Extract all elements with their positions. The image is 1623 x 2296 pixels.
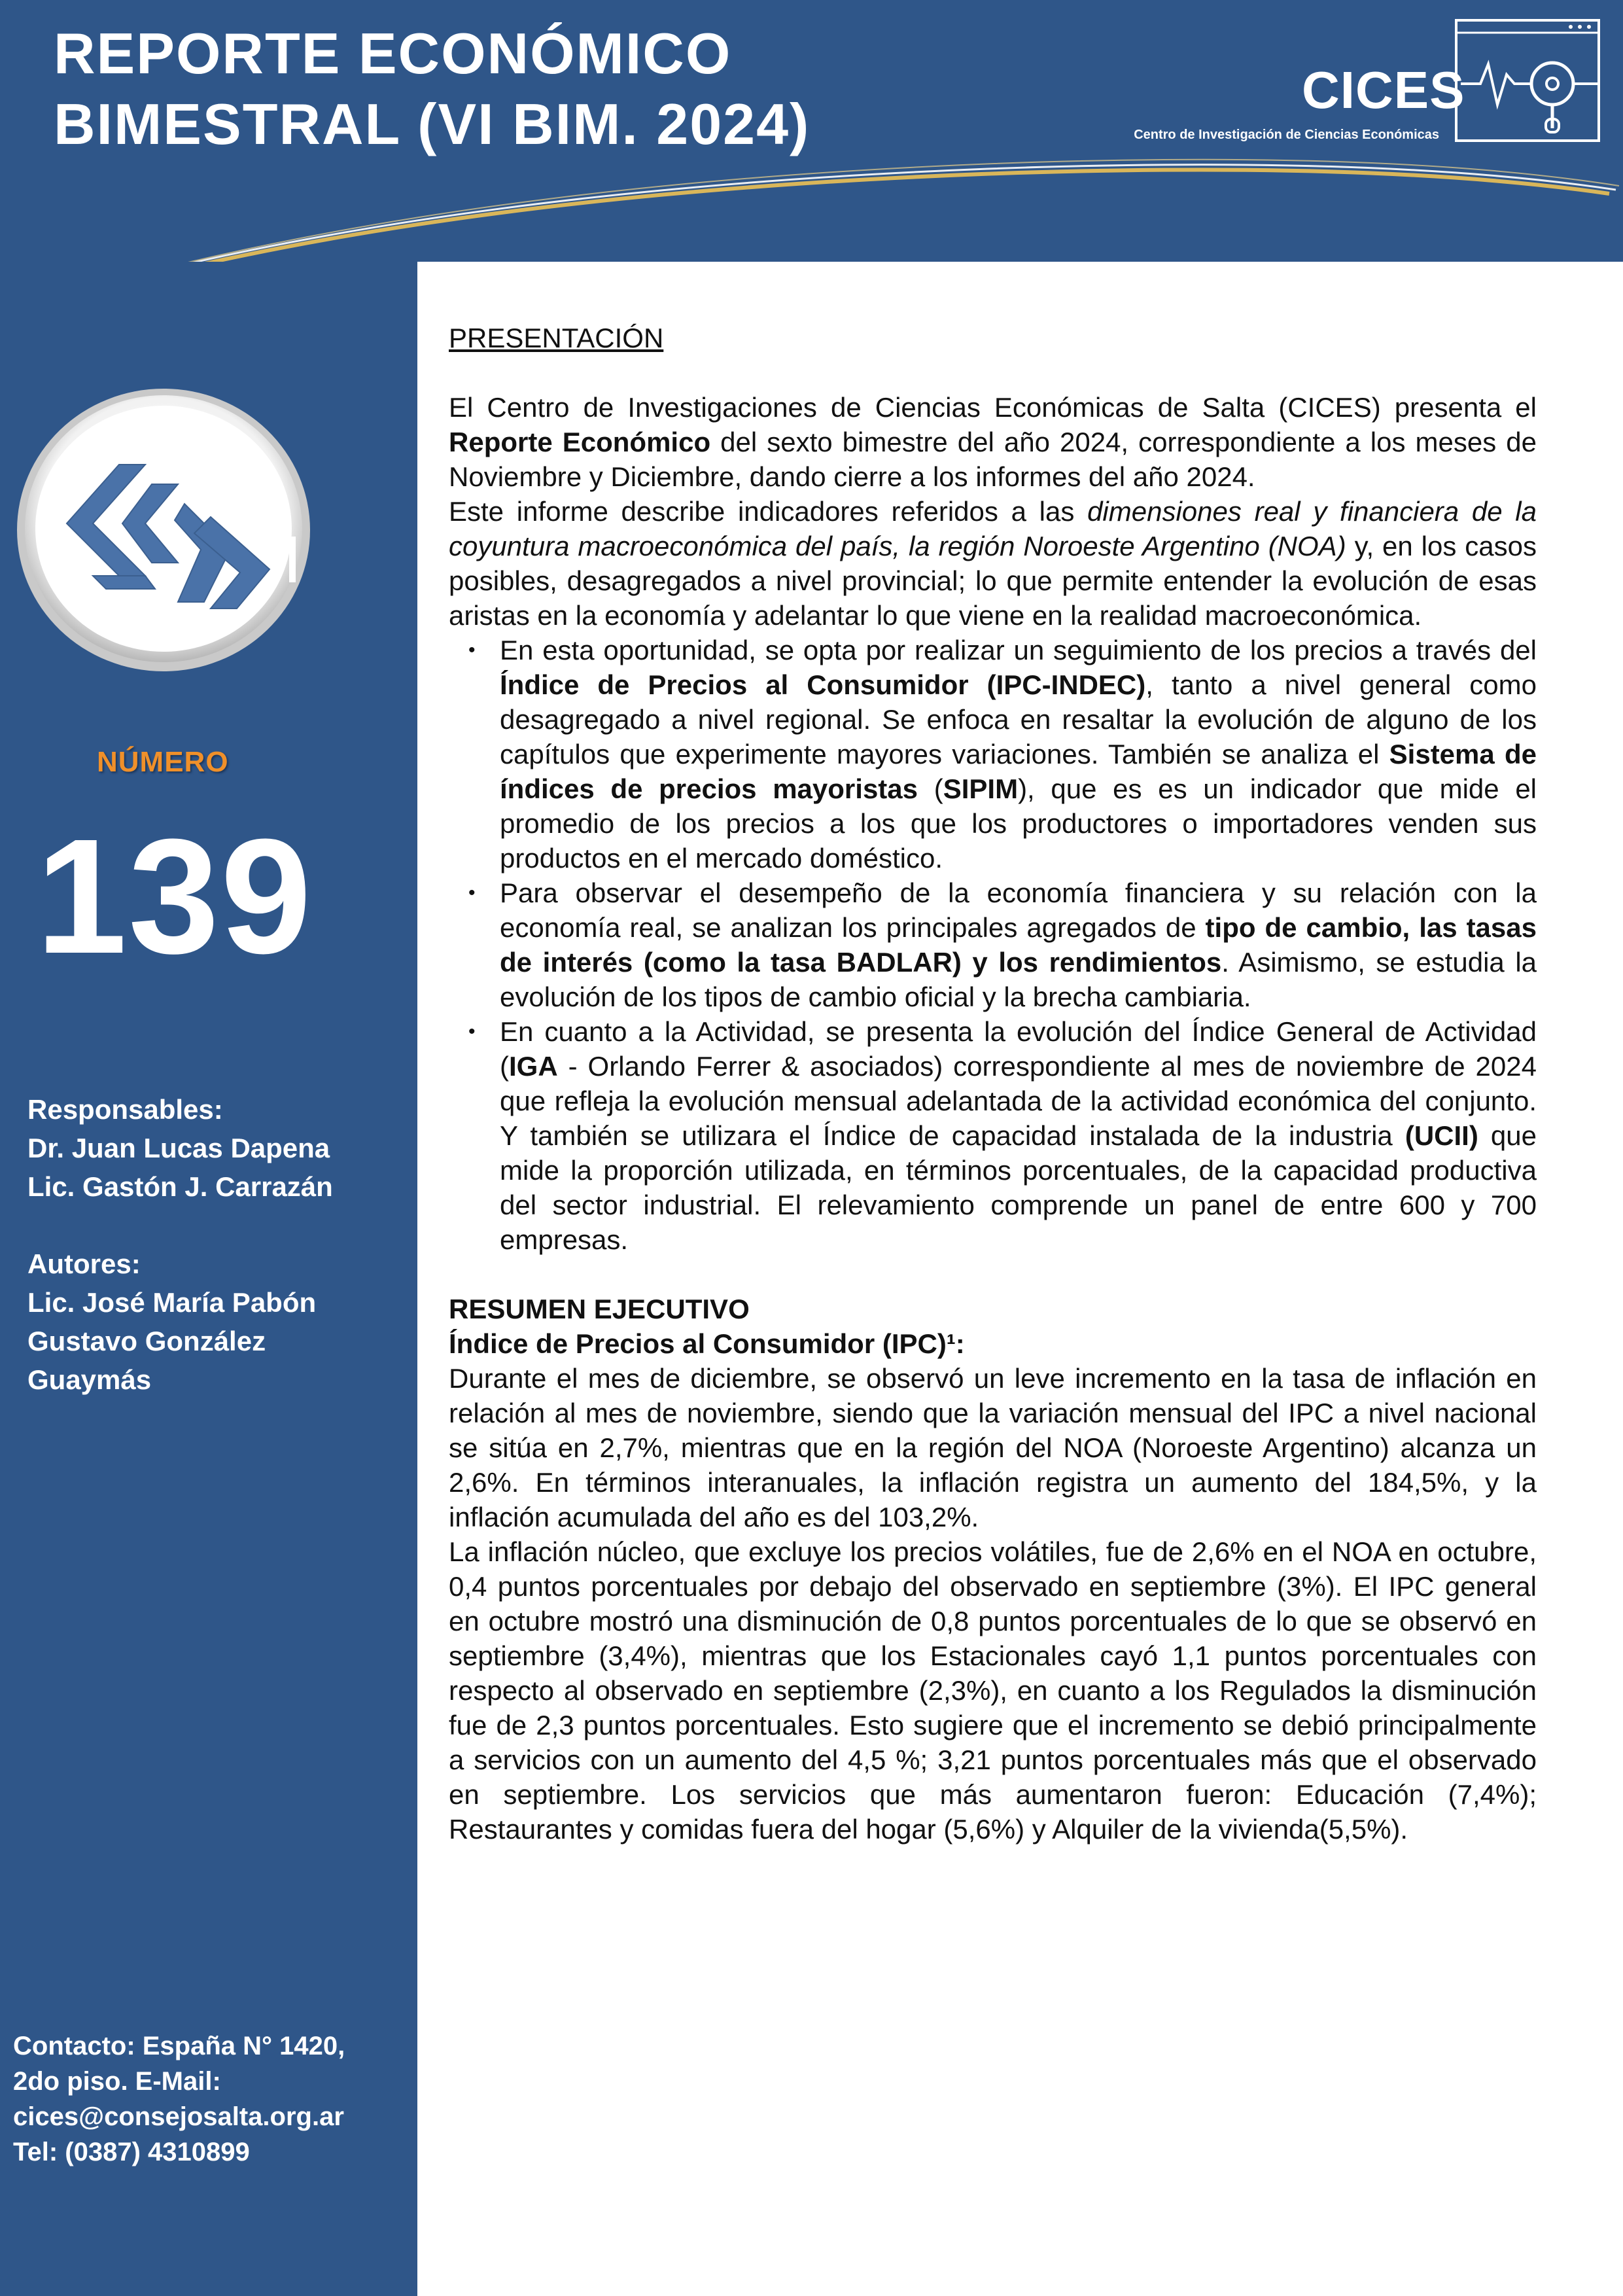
contact-phone: Tel: (0387) 4310899 [13,2138,250,2166]
contact-email[interactable]: cices@consejosalta.org.ar [13,2102,344,2131]
presentacion-heading: PRESENTACIÓN [449,323,664,353]
issue-number: 139 [36,805,313,987]
presentacion-bullet-list [449,633,1537,1257]
resumen-heading: RESUMEN EJECUTIVO [449,1294,750,1324]
autor-name: Gustavo González [27,1326,266,1356]
resumen-paragraph-1: Durante el mes de diciembre, se observó un leve incremento en la tasa de inflación en relación al mes de noviembre, siendo que la variación mensual del IPC a nivel nacional se sitúa en 2,7%, mientras que en la región del NOA (Noroeste Argentino) alcanza un 2,6%. En términos interanuales, la inflación registra un aumento del 184,5%, y la inflación acumulada del año es del 103,2%. [449,1363,1537,1532]
cices-logo [1134,18,1609,149]
responsables-block [27,1090,333,1206]
ipc-subheading: Índice de Precios al Consumidor (IPC)¹: [449,1328,965,1359]
presentacion-paragraph-2: Este informe describe indicadores referidos a las dimensiones real y financiera de la coyuntura macroeconómica del país, la región Noroeste Argentino (NOA) y, en los casos posibles, desagregados a nivel provincial; lo que permite entender la evolución de esas aristas en la economía y adelantar lo que viene en la realidad macroeconómica. [449,496,1537,631]
report-title-line2: BIMESTRAL (VI BIM. 2024) [54,92,811,156]
resumen-paragraph-2: La inflación núcleo, que excluye los precios volátiles, fue de 2,6% en el NOA en octubre, 0,4 puntos porcentuales por debajo del observado en septiembre (3%). El IPC general en octubre mostró una disminución de 0,8 puntos porcentuales de lo que se observó en septiembre (3,4%), mientras que los Estacionales cayó 1,1 puntos porcentuales con respecto al observado en septiembre (2,3%), en cuanto a los Regulados la disminución fue de 2,3 puntos porcentuales. Esto sugiere que el incremento se debió principalmente a servicios con un aumento del 4,5 %; 3,21 puntos porcentuales más que el observado en septiembre. Los servicios que más aumentaron fueron: Educación (7,4%); Restaurantes y comidas fuera del hogar (5,6%) y Alquiler de la vivienda(5,5%). [449,1536,1537,1845]
main-content [449,321,1537,1846]
list-item: • Para observar el desempeño de la economía financiera y su relación con la economía real, se analizan los principales agregados de tipo de cambio, las tasas de interés (como la tasa BADLAR) y los rendimientos. Asimismo, se estudia la evolución de los tipos de cambio oficial y la brecha cambiaria. [449,875,1537,1014]
cpce-emblem-icon [14,386,313,674]
autores-block [27,1245,316,1399]
presentacion-paragraph-1: El Centro de Investigaciones de Ciencias Económicas de Salta (CICES) presenta el Reporte Económico del sexto bimestre del año 2024, correspondiente a los meses de Noviembre y Diciembre, dando cierre a los informes del año 2024. [449,392,1537,492]
responsables-title: Responsables: [27,1094,223,1125]
responsable-name: Dr. Juan Lucas Dapena [27,1133,330,1163]
contact-block [13,2028,345,2170]
responsable-name: Lic. Gastón J. Carrazán [27,1171,333,1202]
list-item: • En esta oportunidad, se opta por realizar un seguimiento de los precios a través del Índice de Precios al Consumidor (IPC-INDEC), tanto a nivel general como desagregado a nivel regional. Se enfoca en resaltar la evolución de alguno de los capítulos que experimente mayores variaciones. También se analiza el Sistema de índices de precios mayoristas (SIPIM), que es es un indicador que mide el promedio de los precios a los que los productores o importadores venden sus productos en el mercado doméstico. [449,633,1537,875]
list-item: • En cuanto a la Actividad, se presenta la evolución del Índice General de Actividad (IGA - Orlando Ferrer & asociados) correspondiente al mes de noviembre de 2024 que refleja la evolución mensual adelantada de la actividad económica del conjunto. Y también se utilizara el Índice de capacidad instalada de la industria (UCII) que mide la proporción utilizada, en términos porcentuales, de la capacidad productiva del sector industrial. El relevamiento comprende un panel de entre 600 y 700 empresas. [449,1014,1537,1257]
cices-logo-text: CICES [1302,61,1465,119]
cices-logo-subtitle: Centro de Investigación de Ciencias Económicas [1134,128,1439,142]
contact-floor: 2do piso. E-Mail: [13,2067,221,2096]
autores-title: Autores: [27,1248,141,1279]
report-title-line1: REPORTE ECONÓMICO [54,21,732,86]
autor-name: Guaymás [27,1364,152,1395]
contact-address: Contacto: España N° 1420, [13,2032,345,2060]
report-title [54,18,810,160]
issue-number-label: NÚMERO [97,746,229,778]
autor-name: Lic. José María Pabón [27,1287,317,1318]
header-banner [0,0,1623,262]
monitor-pulse-icon [1454,18,1601,143]
